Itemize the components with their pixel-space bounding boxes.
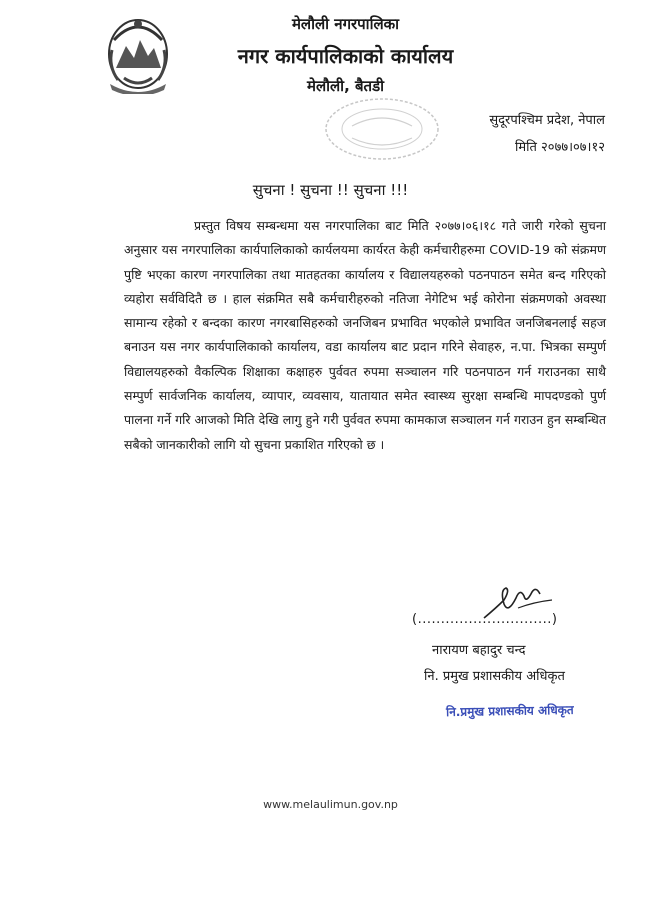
website-url: www.melaulimun.gov.np [263,798,398,811]
office-round-stamp-icon [322,96,442,162]
designation-stamp: नि.प्रमुख प्रशासकीय अधिकृत [445,702,574,720]
office-name: मेलौली नगरपालिका [291,15,400,33]
notice-date: मिति २०७७।०७।१२ [515,140,605,155]
signer-title: नि. प्रमुख प्रशासकीय अधिकृत [424,669,565,684]
office-title: नगर कार्यपालिकाको कार्यालय [237,44,454,68]
signer-name: नारायण बहादुर चन्द [432,643,526,658]
office-place: मेलौली, बैतडी [306,77,385,95]
province-line: सुदूरपश्चिम प्रदेश, नेपाल [489,113,605,128]
signature-placeholder: (.............................) [412,612,558,627]
notice-heading: सुचना ! सुचना !! सुचना !!! [252,181,409,199]
notice-body: प्रस्तुत विषय सम्बन्धमा यस नगरपालिका बाट मिति २०७७।०६।१८ गते जारी गरेको सुचना अनुसार यस नगरपालिका कार्यपालिकाको कार्यलयमा कार्यरत केही कर्मचारीहरुमा COVID-19 को संक्रमण पुष्टि भएका कारण नगरपालिका तथा मातहतका कार्यालय र विद्यालयहरुको पठनपाठन समेत बन्द गरिएको व्यहोरा सर्वविदितै छ । हाल संक्रमित सबै कर्मचारीहरुको नतिजा नेगेटिभ भई कोरोना संक्रमणको अवस्था सामान्य रहेको र बन्दका कारण नगरबासिहरुको जनजिबन प्रभावित भएकोले प्रभावित जनजिबनलाई सहज बनाउन यस नगर कार्यपालिकाको कार्यालय, वडा कार्यालय बाट प्रदान गरिने सेवाहरु, न.पा. भित्रका सम्पुर्ण विद्यालयहरुको वैकल्पिक शिक्षाका कक्षाहरु पुर्ववत रुपमा सञ्चालन गरि पठनपाठन गर्न गराउनका साथै सम्पुर्ण सार्वजनिक कार्यालय, व्यापार, व्यवसाय, यातायात समेत स्वास्थ्य सुरक्षा सम्बन्धि मापदण्डको पुर्ण पालना गर्ने गरि आजको मिति देखि लागु हुने गरी पुर्ववत रुपमा कामकाज सञ्चालन गर्न गराउन हुन सम्बन्धित सबैको जानकारीको लागि यो सुचना प्रकाशित गरिएको छ । [124,218,606,452]
